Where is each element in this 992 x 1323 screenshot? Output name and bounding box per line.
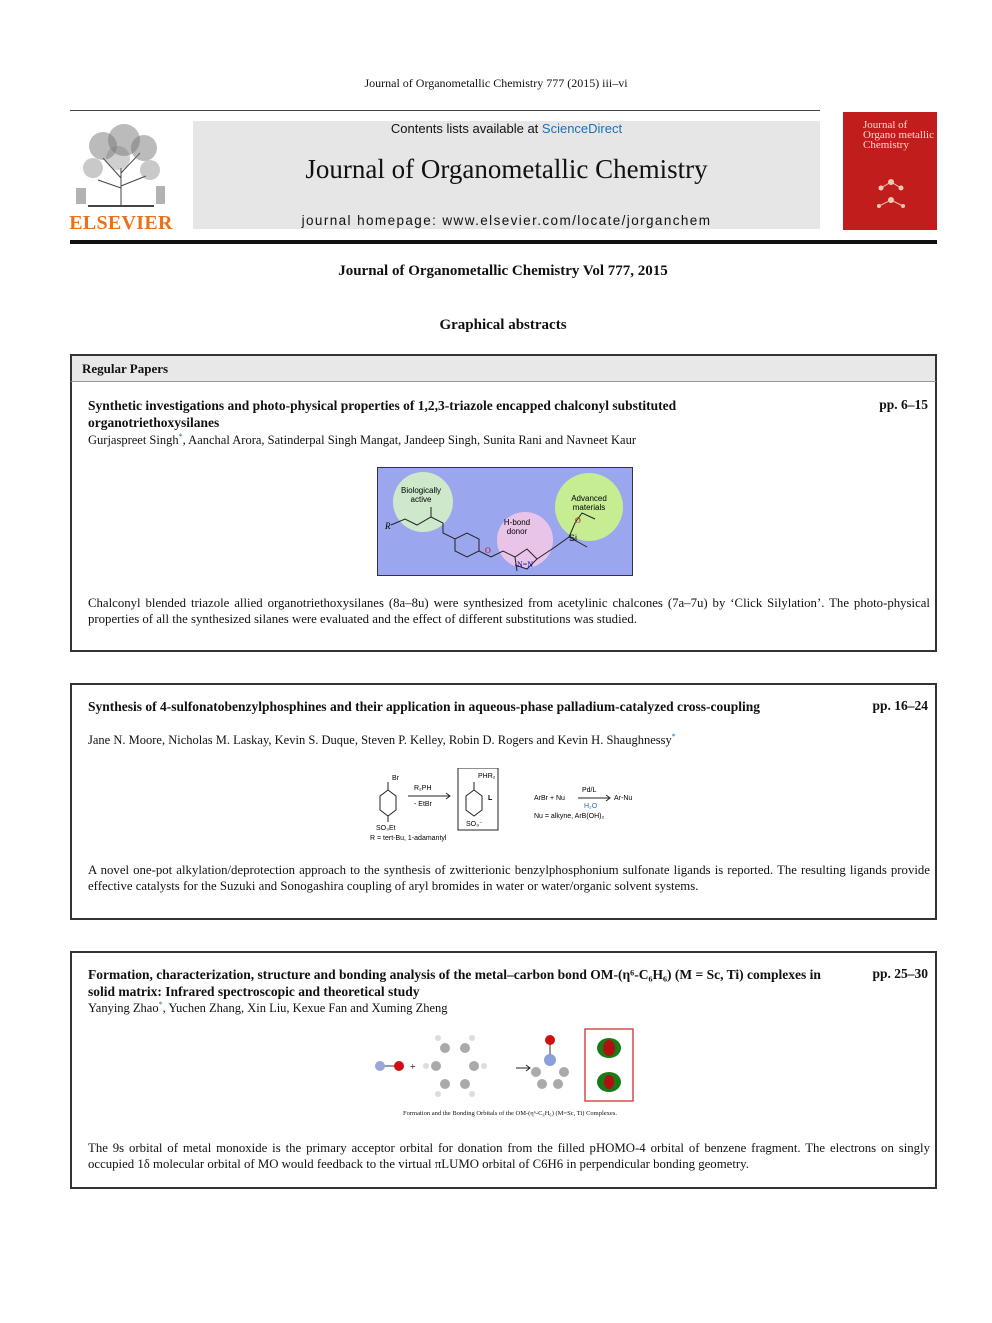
article-3-abstract: The 9s orbital of metal monoxide is the primary acceptor orbital for donation from the filled pHOMO-4 orbital of benzene fragment. The electrons on singly occupied 1δ molecular orbital of MO would feedback to the virtual πLUMO orbital of C6H6 in perpendicular bonding geometry.	[88, 1141, 930, 1171]
header-thick-rule	[70, 240, 937, 244]
cover-molecule-icon	[843, 112, 937, 230]
corresponding-author-icon[interactable]: *	[671, 732, 676, 741]
article-2-authors	[88, 732, 676, 748]
fig1-label-materials: materials	[572, 503, 606, 512]
fig1-n-atoms: N=N	[517, 560, 534, 569]
article-3-pages: pp. 25–30	[872, 966, 928, 981]
fig2-so3-label: SO₃⁻	[466, 821, 483, 828]
fig1-label-bio: Biologically	[400, 486, 442, 495]
fig2-reaction: ArBr + Nu	[534, 795, 565, 802]
article-2-authors-list: Jane N. Moore, Nicholas M. Laskay, Kevin S. Duque, Steven P. Kelley, Robin D. Rogers and Kevin H. Shaughnessy	[88, 733, 672, 748]
article-2-title[interactable]: Synthesis of 4-sulfonatobenzylphosphines and their application in aqueous-phase palladium-catalyzed cross-coupling	[88, 699, 761, 714]
fig1-label-hbond: H-bond	[503, 518, 531, 527]
fig2-solvent: H₂O	[584, 803, 598, 810]
fig1-o-atom-2: O	[485, 546, 491, 555]
header-divider	[70, 110, 820, 111]
fig2-phr2-label: PHR₂	[478, 773, 496, 780]
article-1-authors	[88, 432, 636, 448]
fig2-nu-definition: Nu = alkyne, ArB(OH)₂	[534, 813, 605, 820]
corresponding-author-icon[interactable]: *	[178, 432, 183, 441]
fig2-r-definition: R = tert-Bu, 1-adamantyl	[370, 835, 447, 842]
journal-cover	[843, 112, 937, 230]
contents-line	[193, 121, 820, 136]
graphical-abstracts-title: Graphical abstracts	[439, 317, 567, 333]
article-2-graphic	[370, 768, 645, 844]
fig2-catalyst: Pd/L	[582, 787, 597, 794]
article-3-title[interactable]: Formation, characterization, structure and bonding analysis of the metal–carbon bond OM-(η⁶-C₆H₆) (M = Sc, Ti) complexes in solid matrix: Infrared spectroscopic and theoretical study	[88, 967, 821, 999]
article-3-authors	[88, 1000, 448, 1016]
article-3-graphic	[370, 1028, 636, 1108]
article-2-pages: pp. 16–24	[872, 698, 928, 713]
journal-homepage[interactable]: journal homepage: www.elsevier.com/locate/jorganchem	[301, 213, 712, 228]
article-2-abstract: A novel one-pot alkylation/deprotection approach to the synthesis of zwitterionic benzylphosphonium sulfonate ligands is reported. The resulting ligands provide effective catalysts for the Suzuki and Sonogashira coupling of aryl bromides in water or water/organic solvent systems.	[88, 863, 930, 893]
journal-citation: Journal of Organometallic Chemistry 777 (2015) iii–vi	[364, 76, 628, 90]
elsevier-wordmark: ELSEVIER	[69, 212, 173, 234]
journal-name: Journal of Organometallic Chemistry	[305, 154, 708, 184]
article-1-title[interactable]: Synthetic investigations and photo-physical properties of 1,2,3-triazole encapped chalconyl substituted organotriethoxysilanes	[88, 398, 677, 430]
contents-prefix: Contents lists available at	[390, 121, 542, 136]
fig1-label-active: active	[410, 495, 432, 504]
article-1-abstract: Chalconyl blended triazole allied organotriethoxysilanes (8a–8u) were synthesized from acetylinic chalcones (7a–7u) by ‘Click Silylation’. The photo-physical properties of all the synthesized silanes were evaluated and the effect of different substitutions was studied.	[88, 596, 930, 626]
article-1-coauthors: , Aanchal Arora, Satinderpal Singh Mangat, Jandeep Singh, Sunita Rani and Navneet Kaur	[182, 433, 636, 448]
fig1-si-atom: Si	[569, 533, 578, 543]
fig1-label-donor: donor	[506, 527, 528, 536]
fig2-so3et-label: SO₃Et	[376, 825, 396, 832]
article-3-figure-caption: Formation and the Bonding Orbitals of the OM-(η⁶-C₆H₆) (M=Sc, Ti) Complexes.	[403, 1110, 617, 1117]
article-1-pages: pp. 6–15	[879, 397, 928, 412]
article-3-coauthors: , Yuchen Zhang, Xin Liu, Kexue Fan and Xuming Zheng	[162, 1001, 448, 1016]
fig1-o-atom: O	[575, 516, 581, 525]
corresponding-author-icon[interactable]: *	[158, 1000, 163, 1009]
fig2-reagent: R₂PH	[414, 785, 432, 792]
cover-title: Journal of Organo metallic Chemistry	[863, 119, 934, 151]
article-1-lead-author: Gurjaspreet Singh	[88, 433, 179, 448]
fig1-label-r: R	[385, 521, 391, 531]
volume-title: Journal of Organometallic Chemistry Vol 777, 2015	[338, 263, 668, 279]
section-label: Regular Papers	[82, 361, 169, 376]
sciencedirect-link[interactable]: ScienceDirect	[541, 121, 623, 136]
section-header	[70, 354, 937, 382]
fig2-br-label: Br	[392, 775, 399, 782]
fig2-product: Ar-Nu	[614, 795, 633, 802]
fig3-plus: +	[410, 1062, 416, 1073]
fig2-l-label: L	[488, 795, 493, 802]
fig2-reagent-2: - EtBr	[414, 801, 432, 808]
article-3-lead-author: Yanying Zhao	[88, 1001, 159, 1016]
fig1-label-advanced: Advanced	[571, 494, 607, 503]
article-1-graphic	[377, 467, 633, 576]
